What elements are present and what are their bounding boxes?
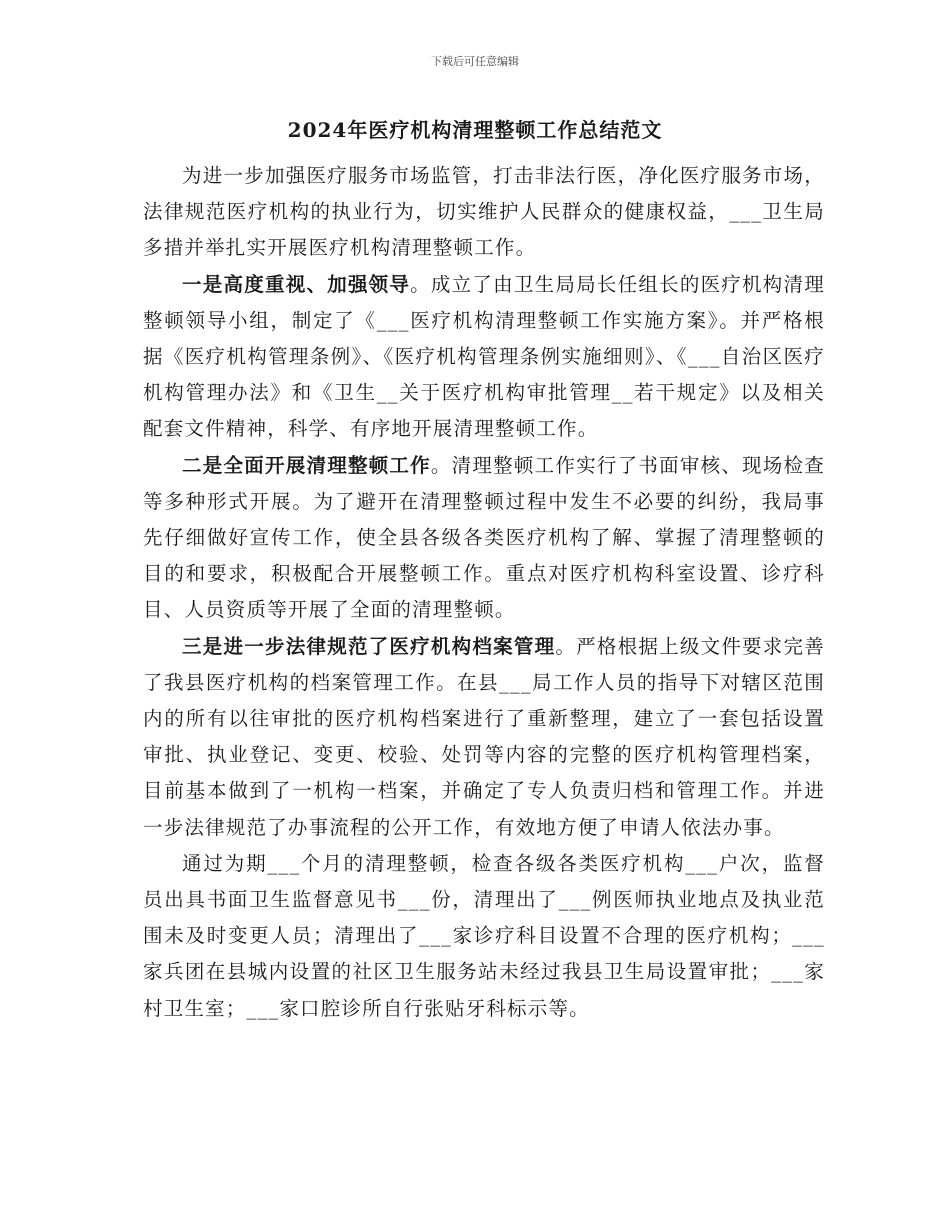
paragraph-lead: 三是进一步法律规范了医疗机构档案管理 xyxy=(182,634,556,658)
header-note: 下载后可任意编辑 xyxy=(431,55,519,68)
paragraph-results xyxy=(143,846,825,1027)
paragraph-archives xyxy=(143,629,825,846)
paragraph-leadership xyxy=(143,267,825,448)
document-body xyxy=(143,158,825,1027)
paragraph-text: 。清理整顿工作实行了书面审核、现场检查等多种形式开展。为了避开在清理整顿过程中发生不必要的纠纷，我局事先仔细做好宣传工作，使全县各级各类医疗机构了解、掌握了清理整顿的目的和要求，积极配合开展整顿工作。重点对医疗机构科室设置、诊疗科目、人员资质等开展了全面的清理整顿。 xyxy=(143,453,825,622)
paragraph-text: 。成立了由卫生局局长任组长的医疗机构清理整顿领导小组，制定了《___医疗机构清理整顿工作实施方案》。并严格根据《医疗机构管理条例》、《医疗机构管理条例实施细则》、《___自治区医疗机构管理办法》和《卫生__关于医疗机构审批管理__若干规定》以及相关配套文件精神，科学、有序地开展清理整顿工作。 xyxy=(143,272,825,441)
paragraph-text: 。严格根据上级文件要求完善了我县医疗机构的档案管理工作。在县___局工作人员的指导下对辖区范围内的所有以往审批的医疗机构档案进行了重新整理，建立了一套包括设置审批、执业登记、变更、校验、处罚等内容的完整的医疗机构管理档案，目前基本做到了一机构一档案，并确定了专人负责归档和管理工作。并进一步法律规范了办事流程的公开工作，有效地方便了申请人依法办事。 xyxy=(143,634,825,839)
paragraph-lead: 一是高度重视、加强领导 xyxy=(182,272,411,296)
paragraph-text: 通过为期___个月的清理整顿，检查各级各类医疗机构___户次，监督员出具书面卫生监督意见书___份，清理出了___例医师执业地点及执业范围未及时变更人员；清理出了___家诊疗科目设置不合理的医疗机构；___家兵团在县城内设置的社区卫生服务站未经过我县卫生局设置审批；___家村卫生室；___家口腔诊所自行张贴牙科标示等。 xyxy=(143,851,825,1020)
document-title: 2024年医疗机构清理整顿工作总结范文 xyxy=(287,118,663,142)
paragraph-text: 为进一步加强医疗服务市场监管，打击非法行医，净化医疗服务市场，法律规范医疗机构的执业行为，切实维护人民群众的健康权益，___卫生局多措并举扎实开展医疗机构清理整顿工作。 xyxy=(143,164,825,260)
paragraph-rectification xyxy=(143,448,825,629)
paragraph-lead: 二是全面开展清理整顿工作 xyxy=(182,453,431,477)
paragraph-intro xyxy=(143,158,825,267)
